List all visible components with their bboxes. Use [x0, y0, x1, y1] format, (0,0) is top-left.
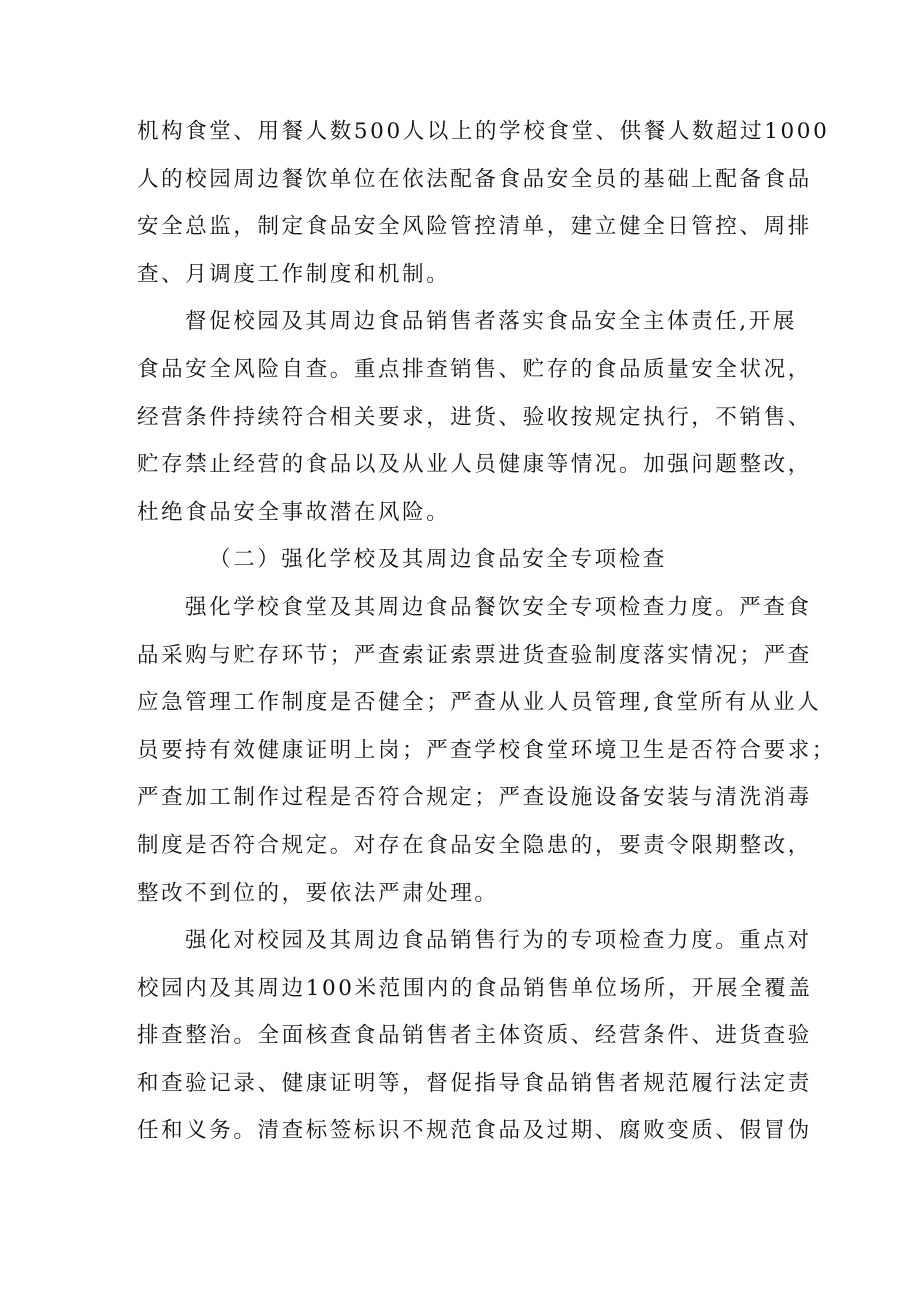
text-line: 校园内及其周边100米范围内的食品销售单位场所，开展全覆盖 [137, 975, 813, 1001]
text-line: 任和义务。清查标签标识不规范食品及过期、腐败变质、假冒伪 [137, 1118, 812, 1144]
paragraph-sales-inspection [137, 917, 813, 1155]
text-line: 严查加工制作过程是否符合规定；严查设施设备安装与清洗消毒 [137, 785, 812, 811]
text-line: 排查整治。全面核查食品销售者主体资质、经营条件、进货查验 [137, 1023, 812, 1049]
text-line: 强化学校食堂及其周边食品餐饮安全专项检查力度。严查食 [185, 594, 812, 620]
text-line: 员要持有效健康证明上岗；严查学校食堂环境卫生是否符合要求； [137, 737, 836, 763]
text-line: 杜绝食品安全事故潜在风险。 [137, 499, 451, 525]
text-line: 督促校园及其周边食品销售者落实食品安全主体责任,开展 [185, 309, 797, 335]
text-line: 人的校园周边餐饮单位在依法配备食品安全员的基础上配备食品 [137, 166, 812, 192]
text-line: 经营条件持续符合相关要求，进货、验收按规定执行，不销售、 [137, 404, 812, 430]
section-heading-text: （二）强化学校及其周边食品安全专项检查 [209, 547, 667, 573]
text-line: 查、月调度工作制度和机制。 [137, 261, 451, 287]
text-line: 整改不到位的，要依法严肃处理。 [137, 880, 499, 906]
text-line: 品采购与贮存环节；严查索证索票进货查验制度落实情况；严查 [137, 642, 812, 668]
document-body [137, 108, 836, 1155]
text-line: 机构食堂、用餐人数500人以上的学校食堂、供餐人数超过1000 [137, 119, 830, 144]
paragraph-food-seller-responsibility [137, 298, 812, 536]
text-line: 制度是否符合规定。对存在食品安全隐患的，要责令限期整改， [137, 832, 812, 858]
text-line: 和查验记录、健康证明等，督促指导食品销售者规范履行法定责 [137, 1070, 812, 1096]
paragraph-canteen-inspection [137, 584, 836, 917]
text-line: 强化对校园及其周边食品销售行为的专项检查力度。重点对 [185, 928, 812, 954]
text-line: 贮存禁止经营的食品以及从业人员健康等情况。加强问题整改， [137, 452, 812, 478]
text-line: 食品安全风险自查。重点排查销售、贮存的食品质量安全状况， [137, 356, 812, 382]
section-heading [137, 536, 797, 584]
paragraph-canteen-supervisor [137, 108, 830, 298]
text-line: 安全总监，制定食品安全风险管控清单，建立健全日管控、周排 [137, 214, 812, 240]
text-line: 应急管理工作制度是否健全；严查从业人员管理,食堂所有从业人 [137, 690, 822, 716]
